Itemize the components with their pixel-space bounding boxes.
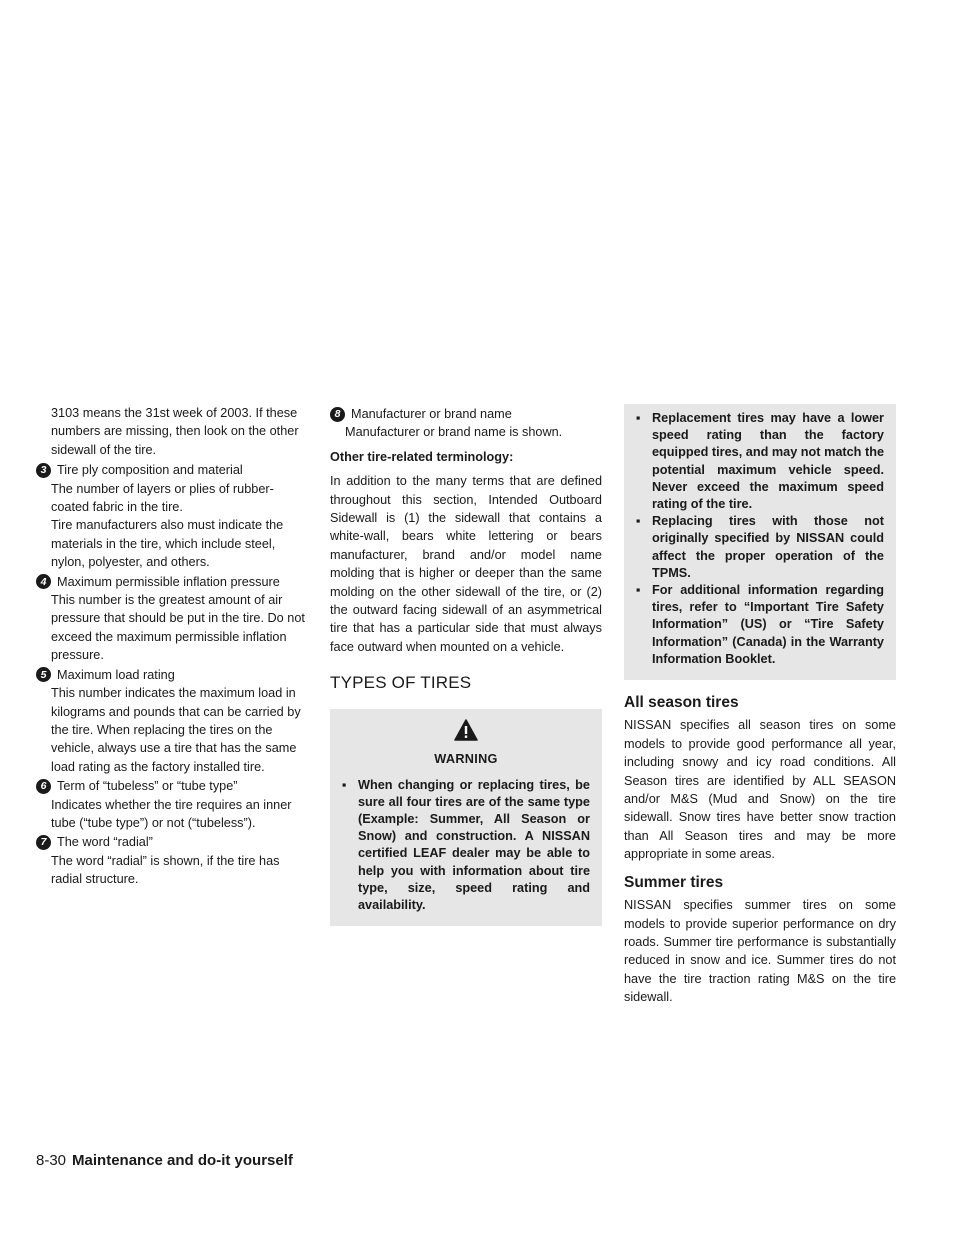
item-body: The number of layers or plies of rubber-coated fabric in the tire. [51,481,274,515]
item-number-6: 6 [36,779,51,794]
warning-bullet-text: Replacement tires may have a lower speed rating than the factory equipped tires, and may not match the potential maximum vehicle speed. Never exceed the maximum speed rating of the tire. [652,411,884,512]
column-3 [624,404,896,1007]
warning-bullet-text: For additional information regarding tires, refer to “Important Tire Safety Information” (US) or “Tire Safety Information” (Canada) in the Warranty Information Booklet. [652,583,884,666]
item-number-3: 3 [36,463,51,478]
item-number-7: 7 [36,835,51,850]
warning-bullet-text: When changing or replacing tires, be sure all four tires are of the same type (Example: Summer, All Season or Snow) and construction. A NISSAN certified LEAF dealer may be able to help you with information about tire type, size, speed rating and availability. [358,777,590,912]
column-2 [330,404,602,926]
item-4 [36,573,306,665]
intro-paragraph: 3103 means the 31st week of 2003. If these numbers are missing, then look on the other sidewall of the tire. [51,406,299,457]
item-body: The word “radial” is shown, if the tire has radial structure. [51,853,280,887]
item-8 [330,405,602,442]
warning-box-continued [624,404,896,680]
item-number-5: 5 [36,667,51,682]
item-title: The word “radial” [57,835,153,850]
bullet-marker: ▪ [636,411,641,425]
item-body: This number indicates the maximum load in kilograms and pounds that can be carried by the tire. When replacing the tires on the vehicle, always use a tire that has the same load rating as the factory installed tire. [51,686,301,774]
all-season-text: NISSAN specifies all season tires on some models to provide good performance all year, including snowy and icy road conditions. All Season tires are identified by ALL SEASON and/or M&S (Mud and Snow) on the tire sidewall. Snow tires have better snow traction than All Season tires and may be more appropriate in some areas. [624,718,896,862]
item-body: Tire manufacturers also must indicate the materials in the tire, which include steel, nylon, polyester, and others. [51,518,284,570]
warning-bullet [636,410,884,513]
item-number-8: 8 [330,407,345,422]
bullet-marker: ▪ [636,583,641,598]
item-body: Indicates whether the tire requires an inner tube (“tube type”) or not (“tubeless”). [51,797,292,830]
page-footer [36,1152,293,1169]
other-terminology-text: In addition to the many terms that are defined throughout this section, Intended Outboard Sidewall is (1) the sidewall that contains a white-wall, bears white lettering or bears manufacturer, brand and/or model name molding that is higher or deeper than the same molding on the other sidewall of the tire, or (2) the outward facing sidewall of an asymmetrical tire that has a particular side that must always face outward when mounted on a vehicle. [330,474,602,654]
warning-box [330,709,602,926]
item-title: Tire ply composition and material [57,463,243,478]
bullet-marker: ▪ [636,514,641,529]
item-body: This number is the greatest amount of air pressure that should be put in the tire. Do not exceed the maximum permissible inflation pressure. [51,593,305,663]
warning-bullet [636,582,884,668]
item-title: Manufacturer or brand name [351,407,512,421]
bullet-marker: ▪ [342,777,347,792]
warning-triangle-icon [454,719,478,746]
subsection-title-all-season: All season tires [624,694,739,712]
warning-label: WARNING [434,752,498,767]
summer-text: NISSAN specifies summer tires on some models to provide superior performance on dry roads. Summer tire performance is substantially reduced in snow and ice. Summer tires do not have the tire traction rating M&S on the tire sidewall. [624,898,896,1005]
other-terminology-heading: Other tire-related terminology: [330,449,514,464]
item-number-4: 4 [36,574,51,589]
warning-bullet [342,777,590,915]
warning-bullet-text: Replacing tires with those not originally specified by NISSAN could affect the proper operation of the TPMS. [652,514,884,580]
item-body: Manufacturer or brand name is shown. [345,425,563,440]
item-6 [36,777,306,832]
item-3 [36,461,306,571]
warning-bullet [636,513,884,582]
section-title-types-of-tires: TYPES OF TIRES [330,673,472,693]
item-title: Maximum load rating [57,667,175,682]
chapter-title: Maintenance and do-it yourself [72,1152,293,1169]
item-5 [36,666,306,776]
subsection-title-summer: Summer tires [624,873,724,891]
item-title: Maximum permissible inflation pressure [57,574,280,589]
item-7 [36,833,306,888]
item-title: Term of “tubeless” or “tube type” [57,779,238,794]
page-number: 8-30 [36,1152,67,1169]
column-1 [36,404,306,889]
